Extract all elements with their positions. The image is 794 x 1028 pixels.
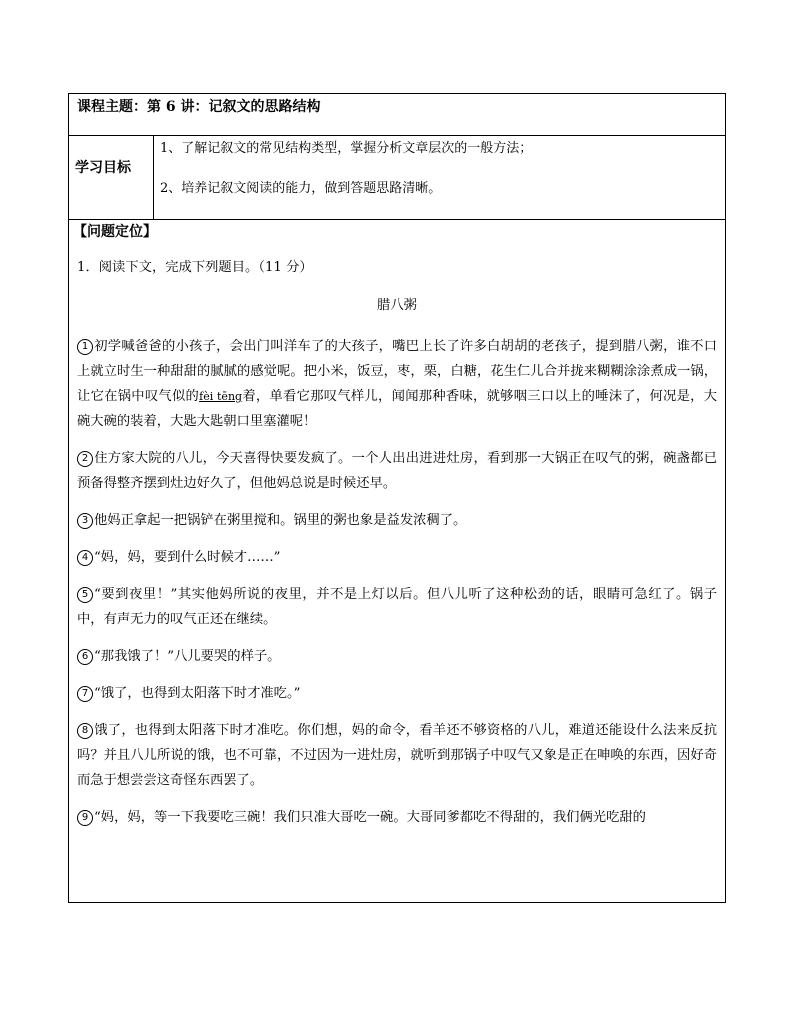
lesson-table bbox=[68, 93, 726, 903]
paragraph bbox=[77, 681, 717, 706]
paragraph-text: 初学喊爸爸的小孩子，会出门叫洋车了的大孩子，嘴巴上长了许多白胡胡的老孩子，提到腊八粥，谁不口上就立时生一种甜甜的腻腻的感觉呢。把小米，饭豆，枣，栗，白糖，花生仁儿合并拢来糊糊涂涂煮成一锅，让它在锅中叹气似的 bbox=[77, 339, 717, 404]
question-prompt: 1．阅读下文，完成下列题目。（11 分） bbox=[77, 260, 313, 275]
paragraph bbox=[77, 805, 717, 830]
paragraph-number: 2 bbox=[77, 451, 93, 467]
paragraph-text: 饿了，也得到太阳落下时才准吃。你们想，妈的命令，看羊还不够资格的八儿，难道还能设什么法来反抗吗？并且八儿所说的饿，也不可靠，不过因为一进灶房，就听到那锅子中叹气又象是正在呻唤的东西，因好奇而急于想尝尝这奇怪东西罢了。 bbox=[77, 723, 717, 788]
goal-item: 1、了解记叙文的常见结构类型，掌握分析文章层次的一般方法； bbox=[160, 141, 533, 156]
paragraph bbox=[77, 334, 717, 434]
paragraph-text: “妈，妈，等一下我要吃三碗！我们只准大哥吃一碗。大哥同爹都吃不得甜的，我们俩光吃甜的 bbox=[94, 810, 646, 825]
paragraph-text: “妈，妈，要到什么时候才……” bbox=[94, 550, 281, 565]
pinyin-annotation: fèi tēng bbox=[199, 390, 243, 403]
paragraph-number: 4 bbox=[77, 550, 93, 566]
paragraph-text: “要到夜里！”其实他妈所说的夜里，并不是上灯以后。但八儿听了这种松劲的话，眼睛可急红了。锅子中，有声无力的叹气正还在继续。 bbox=[77, 587, 717, 627]
paragraph-number: 9 bbox=[77, 810, 93, 826]
paragraph bbox=[77, 545, 717, 570]
paragraph bbox=[77, 718, 717, 793]
paragraph-text: 着，单看它那叹气样儿，闻闻那种香味，就够咽三口以上的唾沫了，何况是，大碗大碗的装着，大匙大匙朝口里塞灌呢！ bbox=[77, 389, 718, 429]
paragraph-number: 3 bbox=[77, 513, 93, 529]
paragraph bbox=[77, 446, 717, 496]
paragraph bbox=[77, 644, 717, 669]
paragraph-text: “那我饿了！”八儿要哭的样子。 bbox=[94, 649, 281, 664]
content-section bbox=[69, 220, 725, 902]
goal-item: 2、培养记叙文阅读的能力，做到答题思路清晰。 bbox=[160, 181, 442, 196]
learning-goals-label: 学习目标 bbox=[69, 136, 154, 219]
section-title: 【问题定位】 bbox=[73, 224, 157, 240]
paragraph bbox=[77, 508, 717, 533]
paragraph-number: 8 bbox=[77, 723, 93, 739]
paragraph-text: 住方家大院的八儿，今天喜得快要发疯了。一个人出出进进灶房，看到那一大锅正在叹气的粥，碗盏都已预备得整齐摆到灶边好久了，但他妈总说是时候还早。 bbox=[77, 451, 717, 491]
paragraph-number: 5 bbox=[77, 587, 93, 603]
paragraph-text: “饿了，也得到太阳落下时才准吃。” bbox=[94, 686, 301, 701]
article-title: 腊八粥 bbox=[377, 298, 417, 313]
learning-goals-row bbox=[69, 136, 725, 220]
paragraph bbox=[77, 582, 717, 632]
paragraph-number: 1 bbox=[77, 339, 93, 355]
paragraph-text: 他妈正拿起一把锅铲在粥里搅和。锅里的粥也象是益发浓稠了。 bbox=[94, 513, 467, 528]
paragraph-number: 7 bbox=[77, 686, 93, 702]
lesson-title: 课程主题：第 6 讲：记叙文的思路结构 bbox=[69, 94, 725, 136]
paragraph-number: 6 bbox=[77, 649, 93, 665]
learning-goals-list bbox=[154, 136, 725, 219]
